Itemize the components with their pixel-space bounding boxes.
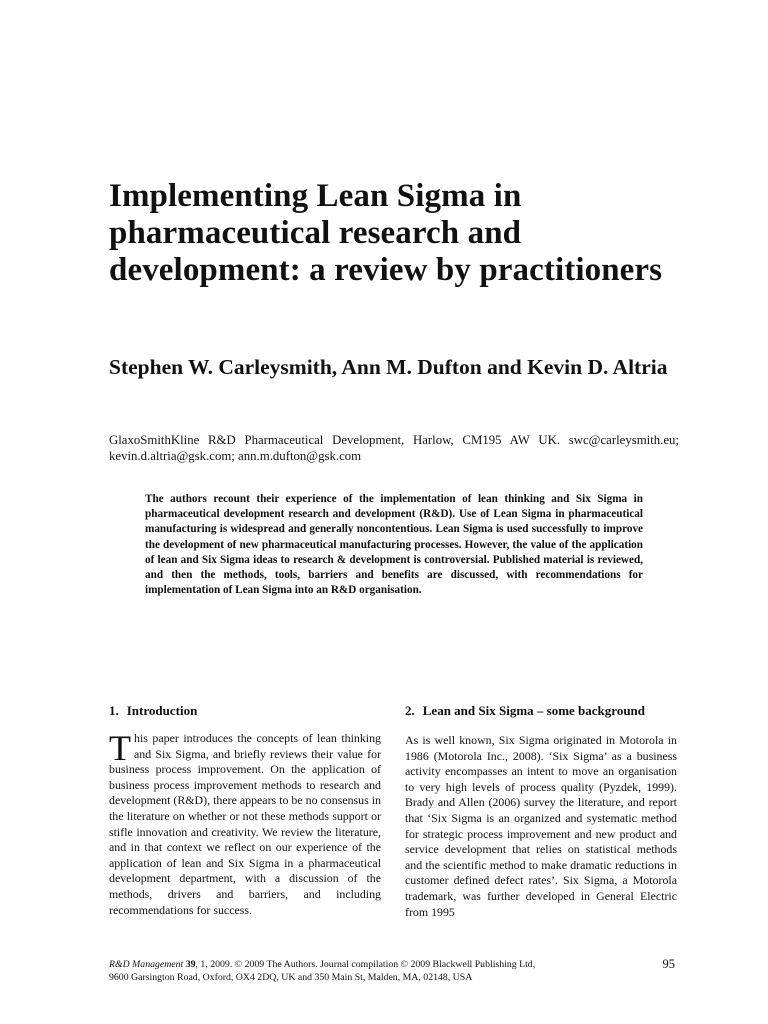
section-heading-background — [405, 703, 677, 719]
author-list: Stephen W. Carleysmith, Ann M. Dufton and Kevin D. Altria — [109, 355, 668, 379]
drop-cap: T — [109, 728, 131, 768]
right-column — [405, 703, 677, 920]
section-body-text: his paper introduces the concepts of lean thinking and Six Sigma, and briefly reviews their value for business process improvement. On the application of business process improvement methods to research and development (R&D), there appears to be no consensus in the literature on whether or not these methods support or stifle innovation and creativity. We review the literature, and in that context we reflect on our experience of the application of lean and Six Sigma in a pharmaceutical development department, with a discussion of the methods, drivers and barriers, and including recommendations for success. — [109, 731, 381, 917]
section-number: 1. — [109, 703, 119, 718]
left-column — [109, 703, 381, 918]
section-title: Lean and Six Sigma – some background — [422, 703, 646, 718]
section-body-introduction — [109, 728, 381, 918]
page-number: 95 — [662, 957, 675, 971]
section-title: Introduction — [126, 703, 198, 718]
author-affiliation: GlaxoSmithKline R&D Pharmaceutical Development, Harlow, CM195 AW UK. swc@carleysmith.eu; kevin.d.altria@gsk.com; ann.m.dufton@gsk.com — [109, 433, 679, 463]
article-title: Implementing Lean Sigma in pharmaceutical research and development: a review by practitioners — [109, 178, 663, 288]
citation-line — [109, 958, 681, 971]
page-footer — [109, 958, 681, 984]
publisher-address: 9600 Garsington Road, Oxford, OX4 2DQ, UK and 350 Main St, Malden, MA, 02148, USA — [109, 972, 473, 983]
abstract: The authors recount their experience of the implementation of lean thinking and Six Sigma in pharmaceutical development research and development (R&D). Use of Lean Sigma in pharmaceutical manufacturing is widespread and generally noncontentious. Lean Sigma is used successfully to improve the development of new pharmaceutical manufacturing processes. However, the value of the application of lean and Six Sigma ideas to research & development is controversial. Published material is reviewed, and then the methods, tools, barriers and benefits are discussed, with recommendations for implementation of Lean Sigma into an R&D organisation. — [145, 493, 643, 597]
section-number: 2. — [405, 703, 415, 718]
section-body-background: As is well known, Six Sigma originated in Motorola in 1986 (Motorola Inc., 2008). ‘Six Sigma’ as a business activity encompasses an intent to move an organisation to very high levels of process quality (Pyzdek, 1999). Brady and Allen (2006) survey the literature, and report that ‘Six Sigma is an organized and systematic method for strategic process improvement and new product and service development that relies on statistical methods and the scientific method to make dramatic reductions in customer defined defect rates’. Six Sigma, a Motorola trademark, was further developed in General Electric from 1995 — [405, 733, 677, 919]
journal-name: R&D Management — [109, 959, 184, 970]
citation-text: , 1, 2009. © 2009 The Authors. Journal compilation © 2009 Blackwell Publishing Ltd, — [195, 959, 536, 970]
journal-volume: 39 — [185, 959, 196, 970]
section-heading-introduction — [109, 703, 381, 719]
